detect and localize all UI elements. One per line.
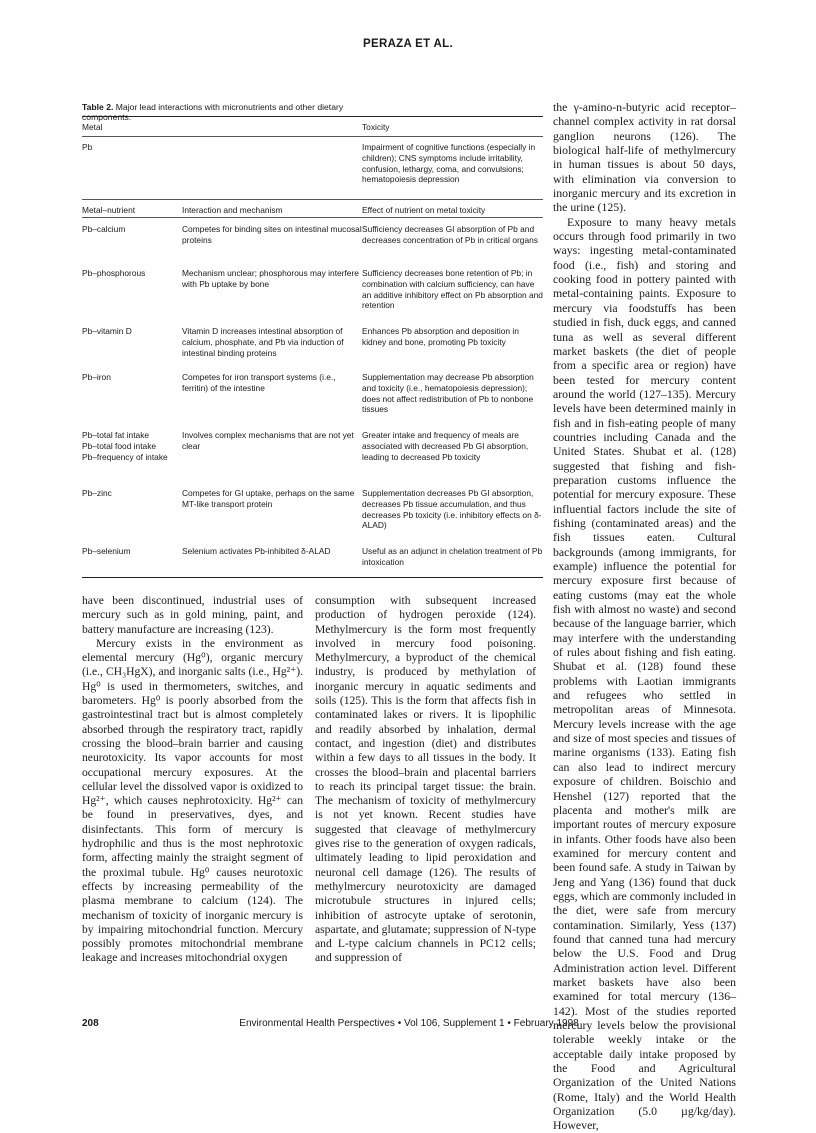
table-cell-effect: Supplementation may decrease Pb absorption and toxicity (i.e., hematopoiesis depression); does not affect redistribution of Pb to nonbone tissues	[362, 372, 534, 415]
table-cell-effect: Useful as an adjunct in chelation treatment of Pb intoxication	[362, 546, 543, 567]
paragraph: Exposure to many heavy metals occurs through food primarily in two ways: ingesting metal-contaminated food (i.e., fish) and storing and cooking food in pottery painted with metal-containing paints. Exposure to mercury via foodstuffs has been studied in fish, duck eggs, and canned tuna as well as several different market baskets (the diet of people from a specific area or region) have been tested for mercury content around the world (127–135). Mercury levels have been determined mainly in fish and in fish-eating people of many countries including Canada and the United States. Shubat et al. (128) suggested that fishing and fish-preparation customs influence the potential for mercury exposure. These influential factors include the site of fishing (contaminated areas) and the fish tissues eaten. Cultural backgrounds (among immigrants, for example) influence the potential for mercury exposure first because of eating customs (may eat the whole fish with almost no waste) and second because of the language barrier, which may interfere with the understanding of rules about fishing and fish eating. Shubat et al. (128) found these problems with Laotian immigrants and refugees who settled in metropolitan areas of Minnesota. Mercury levels increase with the age and size of most species and tissues of marine organisms (133). Eating fish can also lead to indirect mercury exposure of children. Boischio and Henshel (127) reported that the placenta and mother's milk are important routes of mercury exposure in infants. Other foods have also been examined for mercury content and been found safe. A study in Taiwan by Jeng and Yang (136) found that duck eggs, which are commonly included in the diet, were safe from mercury contamination. Similarly, Yess (137) found that canned tuna had mercury below the U.S. Food and Drug Administration action level. Different market baskets have also been examined for total mercury (136–142). Most of the studies reported mercury levels below the provisional tolerable weekly intake or the acceptable daily intake proposed by the Food and Agricultural Organization of the United Nations (Rome, Italy) and the World Health Organization (5.0 µg/kg/day). However,	[553, 214, 736, 1133]
journal-citation: Environmental Health Perspectives • Vol 106, Supplement 1 • February 1998	[239, 1018, 579, 1029]
body-column-middle	[315, 594, 536, 966]
body-column-left	[82, 594, 303, 966]
paragraph: consumption with subsequent increased production of hydrogen peroxide (124). Methylmercury is the form most frequently involved in mercury food poisoning. Methylmercury, a byproduct of the chemical industry, is produced by methylation of inorganic mercury in aquatic sediments and soils (125). This is the form that affects fish in contaminated lakes or rivers. It is lipophilic and readily absorbed by inhalation, dermal contact, and ingestion (diet) and distributes within a few days to all tissues in the body. It crosses the blood–brain and placental barriers to reach its principal target tissue: the brain. The mechanism of toxicity of methylmercury is not yet known. Recent studies have suggested that cleavage of methylmercury gives rise to the generation of oxygen radicals, ultimately leading to lipid peroxidation and neuronal cell damage (126). The results of methylmercury neurotoxicity are damaged microtubule structures in injured cells; inhibition of astrocyte uptake of serotonin, aspartate, and glutamate; suppression of N-type and L-type calcium channels in PC12 cells; and suppression of	[315, 594, 536, 965]
table-cell-metal: Pb	[82, 142, 93, 152]
table-row	[82, 543, 543, 577]
table-header-effect: Effect of nutrient on metal toxicity	[362, 205, 486, 215]
table-cell-mechanism: Competes for GI uptake, perhaps on the same MT-like transport protein	[182, 488, 355, 509]
paragraph: have been discontinued, industrial uses of mercury such as in gold mining, paint, and battery manufacture are increasing (123).	[82, 594, 303, 636]
table-row	[82, 264, 543, 322]
table-row	[82, 484, 543, 543]
lead-interactions-table	[82, 116, 543, 578]
table-header-metal: Metal	[82, 122, 103, 132]
table-header-toxicity: Toxicity	[362, 122, 390, 132]
table-header-row	[82, 117, 543, 137]
table-cell-pair: Pb–selenium	[82, 546, 131, 556]
table-cell-mechanism: Mechanism unclear; phosphorous may interfere with Pb uptake by bone	[182, 268, 359, 289]
table-cell-toxicity: Impairment of cognitive functions (especially in children); CNS symptoms include irritability, confusion, lethargy, coma, and convulsions; hematopoiesis depression	[362, 142, 536, 185]
page-footer	[82, 1018, 736, 1032]
table-cell-pair: Pb–total fat intake Pb–total food intake Pb–frequency of intake	[82, 430, 168, 462]
table-row-pb	[82, 137, 543, 199]
table-cell-pair: Pb–vitamin D	[82, 326, 132, 336]
table-subheader-row	[82, 199, 543, 218]
table-cell-pair: Pb–iron	[82, 372, 111, 382]
table-cell-mechanism: Selenium activates Pb-inhibited δ-ALAD	[182, 546, 331, 556]
table-header-interaction: Interaction and mechanism	[182, 205, 283, 215]
table-bottom-rule	[82, 577, 543, 578]
table-header-metal-nutrient: Metal–nutrient	[82, 205, 136, 215]
table-cell-effect: Sufficiency decreases GI absorption of Pb and decreases concentration of Pb in critical organs	[362, 224, 538, 245]
table-cell-mechanism: Competes for iron transport systems (i.e., ferritin) of the intestine	[182, 372, 336, 393]
table-row	[82, 218, 543, 264]
table-cell-mechanism: Involves complex mechanisms that are not yet clear	[182, 430, 354, 451]
paragraph: the γ-amino-n-butyric acid receptor–channel complex activity in rat dorsal ganglion neurons (126). The biological half-life of methylmercury in human tissues is about 50 days, with elimination via conversion to inorganic mercury and its excretion in the urine (125).	[553, 100, 736, 215]
page-number: 208	[82, 1018, 99, 1029]
table-row	[82, 426, 543, 484]
running-header: PERAZA ET AL.	[363, 38, 453, 50]
table-caption-text: Major lead interactions with micronutrients and other dietary components.	[82, 102, 344, 122]
table-cell-effect: Sufficiency decreases bone retention of Pb; in combination with calcium sufficiency, can have an additive inhibitory effect on Pb absorption and retention	[362, 268, 543, 311]
table-cell-pair: Pb–zinc	[82, 488, 112, 498]
table-cell-blank	[182, 142, 362, 199]
paragraph: Mercury exists in the environment as elemental mercury (Hg⁰), organic mercury (i.e., CH₃HgX), and inorganic salts (i.e., Hg²⁺). Hg⁰ is used in thermometers, switches, and barometers. Hg⁰ is poorly absorbed from the gastrointestinal tract but is almost completely absorbed through the respiratory tract, rapidly crossing the blood–brain barrier and causing neurotoxicity. Its vapor accounts for most occupational mercury exposures. At the cellular level the dissolved vapor is oxidized to Hg²⁺, which causes nephrotoxicity. Hg²⁺ can be found in preservatives, dyes, and disinfectants. This form of mercury is hydrophilic and thus is the most nephrotoxic form, affecting mainly the straight segment of the proximal tubule. Hg⁰ causes neurotoxic effects by increasing permeability of the plasma membrane to calcium (124). The mechanism of toxicity of inorganic mercury is by impairing mitochondrial function. Mercury possibly promotes mitochondrial membrane leakage and increases mitochondrial oxygen	[82, 636, 303, 965]
table-cell-effect: Greater intake and frequency of meals are associated with decreased Pb GI absorption, leading to decreased Pb toxicity	[362, 430, 529, 462]
table-cell-effect: Supplementation decreases Pb GI absorption, decreases Pb tissue accumulation, and thus decreases Pb toxicity (i.e. inhibitory effects on δ-ALAD)	[362, 488, 542, 531]
table-cell-pair: Pb–calcium	[82, 224, 126, 234]
table-cell-mechanism: Vitamin D increases intestinal absorption of calcium, phosphate, and Pb via induction of intestinal binding proteins	[182, 326, 344, 358]
table-cell-effect: Enhances Pb absorption and deposition in kidney and bone, promoting Pb toxicity	[362, 326, 519, 347]
table-row	[82, 368, 543, 426]
table-caption-label: Table 2.	[82, 102, 114, 112]
table-cell-mechanism: Competes for binding sites on intestinal mucosal proteins	[182, 224, 362, 245]
table-cell-pair: Pb–phosphorous	[82, 268, 146, 278]
table-row	[82, 322, 543, 368]
body-column-right	[553, 100, 736, 1133]
table-header-blank	[182, 122, 362, 136]
